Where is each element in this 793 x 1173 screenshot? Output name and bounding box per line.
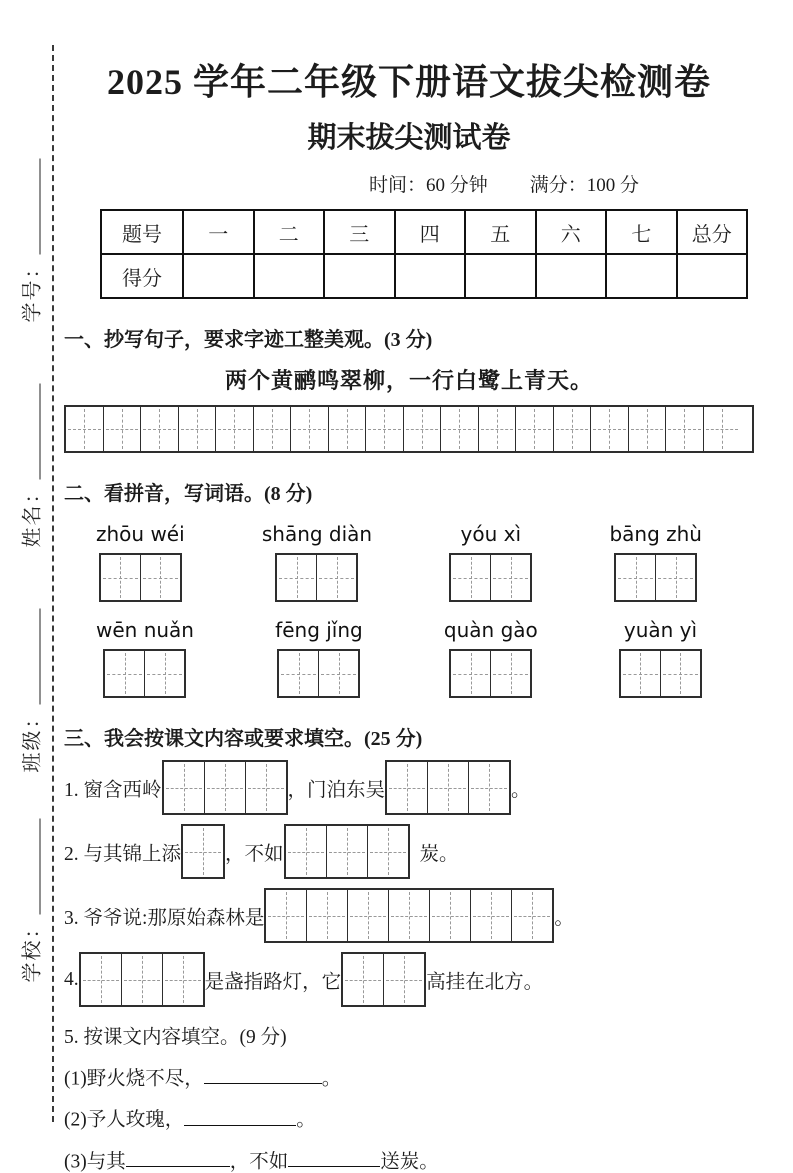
score-cell[interactable] (324, 254, 395, 298)
student-class-blank[interactable] (20, 609, 41, 705)
tianzige-cell[interactable] (451, 651, 491, 696)
q3-writing-grid[interactable] (264, 888, 554, 943)
tianzige-cell[interactable] (327, 826, 368, 877)
student-name-label (16, 358, 45, 574)
pinyin-label: wēn nuǎn (96, 618, 194, 642)
tianzige-cell[interactable] (666, 407, 704, 451)
pinyin-writing-grid[interactable] (449, 649, 532, 698)
copy-writing-grid[interactable] (64, 405, 754, 453)
section1-heading: 一、抄写句子，要求字迹工整美观。(3 分) (64, 329, 433, 351)
student-id-text: 学号： (21, 256, 44, 323)
tianzige-cell[interactable] (366, 407, 404, 451)
question-4 (64, 952, 754, 1007)
pinyin-writing-grid[interactable] (275, 553, 358, 602)
tianzige-cell[interactable] (621, 651, 661, 696)
score-table-header-row (101, 210, 747, 254)
student-id-label (16, 133, 45, 349)
tianzige-cell[interactable] (179, 407, 217, 451)
score-header-timu: 题号 (101, 210, 183, 254)
q5-2-text: (2)予人玫瑰， (64, 1109, 185, 1131)
q3-text-end: 。 (554, 907, 574, 929)
pinyin-word (262, 522, 372, 602)
q5-3-text-end: 送炭。 (380, 1151, 439, 1173)
question-1 (64, 760, 754, 815)
student-class-text: 班级： (21, 706, 44, 773)
q4-writing-grid-2[interactable] (341, 952, 426, 1007)
tianzige-cell[interactable] (704, 407, 741, 451)
score-cell[interactable] (606, 254, 677, 298)
pinyin-label: quàn gào (443, 618, 538, 642)
question-3 (64, 888, 754, 943)
score-table (100, 209, 748, 299)
q5-2-blank[interactable] (184, 1103, 296, 1125)
q5-3-text-pre: (3)与其 (64, 1151, 126, 1173)
tianzige-cell[interactable] (441, 407, 479, 451)
tianzige-cell[interactable] (554, 407, 592, 451)
tianzige-cell[interactable] (368, 826, 408, 877)
student-name-blank[interactable] (20, 384, 41, 480)
tianzige-cell[interactable] (286, 826, 327, 877)
q1-text-end: 。 (511, 779, 531, 801)
tianzige-cell[interactable] (348, 890, 389, 941)
tianzige-cell[interactable] (279, 651, 319, 696)
tianzige-cell[interactable] (516, 407, 554, 451)
tianzige-cell[interactable] (122, 954, 163, 1005)
tianzige-cell[interactable] (389, 890, 430, 941)
q4-text-pre: 4. (64, 968, 79, 990)
tianzige-cell[interactable] (329, 407, 367, 451)
tianzige-cell[interactable] (216, 407, 254, 451)
tianzige-cell[interactable] (66, 407, 104, 451)
q5-3-blank-1[interactable] (126, 1145, 230, 1167)
tianzige-cell[interactable] (104, 407, 142, 451)
tianzige-cell[interactable] (428, 762, 469, 813)
tianzige-cell[interactable] (451, 555, 491, 600)
tianzige-cell[interactable] (319, 651, 358, 696)
tianzige-cell[interactable] (163, 954, 203, 1005)
pinyin-writing-grid[interactable] (103, 649, 186, 698)
tianzige-cell[interactable] (629, 407, 667, 451)
pinyin-word (96, 522, 185, 602)
question-5-3 (64, 1145, 754, 1173)
tianzige-cell[interactable] (205, 762, 246, 813)
tianzige-cell[interactable] (291, 407, 329, 451)
exam-meta (64, 170, 754, 197)
student-class-label (16, 583, 45, 799)
question-2 (64, 824, 754, 879)
exam-page (64, 48, 754, 1173)
pinyin-writing-grid[interactable] (614, 553, 697, 602)
q5-3-text-mid: ，不如 (229, 1151, 289, 1173)
tianzige-cell[interactable] (404, 407, 442, 451)
tianzige-cell[interactable] (266, 890, 307, 941)
q1-writing-grid-1[interactable] (162, 760, 288, 815)
score-cell[interactable] (536, 254, 607, 298)
question-5-heading: 5. 按课文内容填空。(9 分) (64, 1027, 287, 1048)
page-subtitle: 期末拔尖测试卷 (307, 122, 511, 154)
pinyin-word (619, 618, 702, 698)
tianzige-cell[interactable] (307, 890, 348, 941)
tianzige-cell[interactable] (254, 407, 292, 451)
tianzige-cell[interactable] (343, 954, 384, 1005)
exam-fullscore: 满分：100 分 (529, 175, 640, 196)
pinyin-row-2 (64, 618, 754, 698)
score-table-score-row (101, 254, 747, 298)
q5-1-text: (1)野火烧不尽， (64, 1068, 204, 1090)
score-header-5: 五 (465, 210, 536, 254)
score-cell[interactable] (254, 254, 325, 298)
tianzige-cell[interactable] (661, 651, 700, 696)
q1-text-pre: 1. 窗含西岭 (64, 779, 162, 801)
pinyin-word (444, 618, 538, 698)
student-school-blank[interactable] (20, 819, 41, 915)
student-id-blank[interactable] (20, 159, 41, 255)
tianzige-cell[interactable] (141, 407, 179, 451)
score-cell[interactable] (465, 254, 536, 298)
question-5-1 (64, 1062, 754, 1090)
tianzige-cell[interactable] (384, 954, 424, 1005)
page-title: 2025 学年二年级下册语文拔尖检测卷 (106, 62, 711, 102)
score-cell[interactable] (677, 254, 748, 298)
pinyin-row-1 (64, 522, 754, 602)
pinyin-writing-grid[interactable] (619, 649, 702, 698)
tianzige-cell[interactable] (656, 555, 695, 600)
pinyin-writing-grid[interactable] (99, 553, 182, 602)
q2-writing-grid-2[interactable] (284, 824, 410, 879)
tianzige-cell[interactable] (471, 890, 512, 941)
score-header-1: 一 (183, 210, 254, 254)
section1-sentence: 两个黄鹂鸣翠柳，一行白鹭上青天。 (224, 368, 593, 393)
q3-text-pre: 3. 爷爷说:那原始森林是 (64, 907, 265, 929)
q2-writing-grid-1[interactable] (181, 824, 225, 879)
q4-text-end: 高挂在北方。 (426, 971, 544, 993)
section3-heading: 三、我会按课文内容或要求填空。(25 分) (64, 728, 423, 750)
q2-text-end: 炭。 (419, 843, 459, 865)
pinyin-label: shāng diàn (261, 522, 373, 546)
tianzige-cell[interactable] (387, 762, 428, 813)
pinyin-word (609, 522, 702, 602)
section2-heading: 二、看拼音，写词语。(8 分) (64, 483, 313, 505)
pinyin-word (96, 618, 194, 698)
score-header-7: 七 (606, 210, 677, 254)
pinyin-word (275, 618, 363, 698)
pinyin-word (449, 522, 532, 602)
q1-writing-grid-2[interactable] (385, 760, 511, 815)
tianzige-cell[interactable] (141, 555, 180, 600)
pinyin-label: yuàn yì (623, 618, 698, 642)
tianzige-cell[interactable] (164, 762, 205, 813)
q5-1-blank[interactable] (204, 1062, 322, 1084)
score-row-label: 得分 (101, 254, 183, 298)
tianzige-cell[interactable] (491, 651, 530, 696)
q4-writing-grid-1[interactable] (79, 952, 205, 1007)
score-cell[interactable] (395, 254, 466, 298)
seal-dashed-line (52, 45, 54, 1122)
pinyin-writing-grid[interactable] (449, 553, 532, 602)
pinyin-label: fēng jǐng (275, 618, 363, 642)
pinyin-label: yóu xì (460, 522, 522, 546)
tianzige-cell[interactable] (277, 555, 317, 600)
score-header-total: 总分 (677, 210, 748, 254)
tianzige-cell[interactable] (145, 651, 184, 696)
q5-2-end: 。 (296, 1109, 316, 1131)
tianzige-cell[interactable] (491, 555, 530, 600)
pinyin-writing-grid[interactable] (277, 649, 360, 698)
tianzige-cell[interactable] (479, 407, 517, 451)
score-header-2: 二 (254, 210, 325, 254)
score-header-3: 三 (324, 210, 395, 254)
q4-text-mid: 是盏指路灯，它 (204, 971, 342, 993)
tianzige-cell[interactable] (246, 762, 286, 813)
student-school-text: 学校： (21, 916, 44, 983)
tianzige-cell[interactable] (616, 555, 656, 600)
q2-text-pre: 2. 与其锦上添 (64, 843, 182, 865)
q2-text-mid: ，不如 (225, 843, 284, 865)
tianzige-cell[interactable] (469, 762, 509, 813)
tianzige-cell[interactable] (183, 826, 223, 877)
pinyin-label: zhōu wéi (96, 522, 185, 546)
tianzige-cell[interactable] (430, 890, 471, 941)
pinyin-label: bāng zhù (609, 522, 702, 546)
q5-3-blank-2[interactable] (288, 1145, 380, 1167)
score-header-4: 四 (395, 210, 466, 254)
tianzige-cell[interactable] (317, 555, 356, 600)
question-5-2 (64, 1103, 754, 1131)
tianzige-cell[interactable] (512, 890, 552, 941)
exam-time: 时间：60 分钟 (368, 175, 488, 196)
q5-1-end: 。 (321, 1068, 342, 1090)
q1-text-mid: ，门泊东吴 (287, 779, 386, 801)
tianzige-cell[interactable] (591, 407, 629, 451)
score-cell[interactable] (183, 254, 254, 298)
tianzige-cell[interactable] (105, 651, 145, 696)
student-name-text: 姓名： (21, 481, 44, 548)
tianzige-cell[interactable] (101, 555, 141, 600)
tianzige-cell[interactable] (81, 954, 122, 1005)
score-header-6: 六 (536, 210, 607, 254)
student-school-label (16, 793, 45, 1009)
